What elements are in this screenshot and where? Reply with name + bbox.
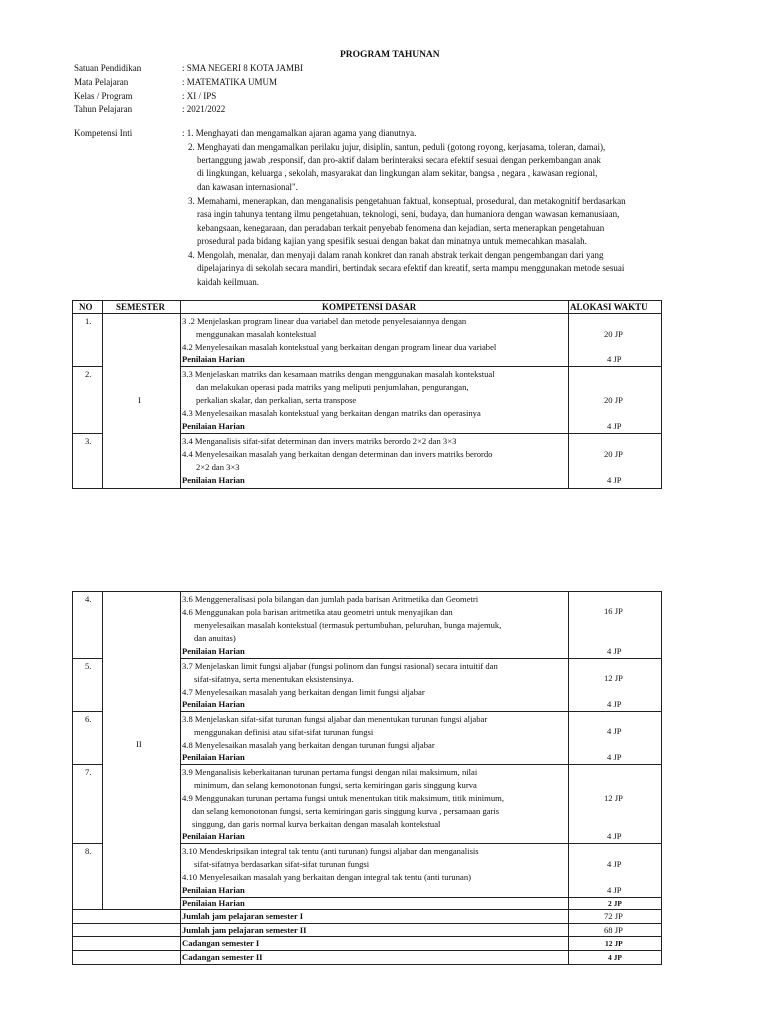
jp-value: 4 JP (607, 646, 622, 656)
kd-line: 3.10 Mendeskripsikan integral tak tentu (anti turunan) fungsi aljabar dan menganalisis (182, 846, 479, 856)
ki-line: kebangsaan, kenegaraan, dan peradaban terkait penyebab fenomena dan kejadian, serta menerapkan pengetahuan (197, 223, 605, 233)
penilaian-harian-label: Penilaian Harian (182, 354, 245, 364)
penilaian-harian-label: Penilaian Harian (182, 475, 245, 485)
summary-label: Jumlah jam pelajaran semester I (182, 911, 304, 921)
ki-line: bertanggung jawab ,responsif, dan pro-aktif dalam berinteraksi secara efektif sesuai dengan perkembangan anak (197, 155, 601, 165)
header-semester: SEMESTER (116, 302, 166, 312)
penilaian-harian-label: Penilaian Harian (182, 831, 245, 841)
kd-line: 4.2 Menyelesaikan masalah kontekstual yang berkaitan dengan program linear dua variabel (182, 342, 497, 352)
row-number: 6. (85, 714, 92, 724)
kd-line: 3.7 Menjelaskan limit fungsi aljabar (fungsi polinom dan fungsi rasional) secara intuitif dan (182, 661, 498, 671)
kd-line: minimum, dan selang kemonotonan fungsi, serta kemiringan garis singgung kurva (194, 780, 477, 790)
jp-value: 2 JP (608, 899, 622, 908)
kd-line: 4.8 Menyelesaikan masalah yang berkaitan dengan turunan fungsi aljabar (182, 740, 435, 750)
ki-line: 2. Menghayati dan mengamalkan perilaku jujur, disiplin, santun, peduli (gotong royong, kerjasama, toleran, damai), (188, 142, 606, 152)
kd-line: 4.3 Menyelesaikan masalah kontekstual yang berkaitan dengan matriks dan operasinya (182, 408, 481, 418)
jp-value: 4 JP (607, 726, 622, 736)
kd-line: dan selang kemonotonan fungsi, serta kemiringan garis singgung kurva , persamaan garis (192, 806, 500, 816)
identity-label: Satuan Pendidikan (74, 63, 142, 73)
identity-label: Tahun Pelajaran (74, 104, 133, 114)
jp-value: 20 JP (604, 449, 623, 459)
kd-line: 4.4 Menyelesaikan masalah yang berkaitan dengan determinan dan invers matriks berordo (182, 449, 493, 459)
summary-jp: 12 JP (605, 939, 623, 948)
kd-line: dan melakukan operasi pada matriks yang meliputi penjumlahan, pengurangan, (196, 382, 469, 392)
summary-label: Cadangan semester I (182, 938, 260, 948)
jp-value: 20 JP (604, 395, 623, 405)
penilaian-harian-label: Penilaian Harian (182, 421, 245, 431)
row-number: 2. (85, 369, 92, 379)
ki-line: 4. Mengolah, menalar, dan menyaji dalam ranah konkret dan ranah abstrak terkait dengan pengembangan dari yang (188, 250, 604, 260)
identity-value: : MATEMATIKA UMUM (182, 77, 278, 87)
identity-value: : SMA NEGERI 8 KOTA JAMBI (182, 63, 304, 73)
jp-value: 4 JP (607, 831, 622, 841)
header-kompetensi-dasar: KOMPETENSI DASAR (322, 302, 417, 312)
header-alokasi-waktu: ALOKASI WAKTU (570, 302, 648, 312)
row-number: 7. (85, 767, 92, 777)
kd-line: 4.9 Menggunakan turunan pertama fungsi untuk menentukan titik maksimum, titik minimum, (182, 793, 504, 803)
jp-value: 4 JP (607, 475, 622, 485)
jp-value: 4 JP (607, 421, 622, 431)
jp-value: 12 JP (604, 673, 623, 683)
kd-line: 3.6 Menggeneralisasi pola bilangan dan jumlah pada barisan Aritmetika dan Geometri (182, 594, 479, 604)
header-no: NO (79, 302, 93, 312)
kd-line: singgung, dan garis normal kurva berkaitan dengan masalah kontekstual (192, 819, 441, 829)
kd-line: dan anuitas) (194, 633, 236, 643)
row-number: 8. (85, 846, 92, 856)
ki-line: dipelajarinya di sekolah secara mandiri, bertindak secara efektif dan kreatif, serta mampu menggunakan metode sesuai (197, 263, 625, 273)
jp-value: 4 JP (607, 752, 622, 762)
row-number: 4. (85, 594, 92, 604)
penilaian-harian-label: Penilaian Harian (182, 752, 245, 762)
ki-line: prosedural pada bidang kajian yang spesifik sesuai dengan bakat dan minatnya untuk memecahkan masalah. (197, 236, 587, 246)
kd-line: sifat-sifatnya, serta menentukan eksistensinya. (194, 674, 354, 684)
kd-line: sifat-sifatnya berdasarkan sifat-sifat turunan fungsi (194, 859, 370, 869)
penilaian-harian-label: Penilaian Harian (182, 898, 245, 908)
ki-line: 3. Memahami, menerapkan, dan menganalisis pengetahuan faktual, konseptual, prosedural, dan metakognitif berdasarkan (188, 196, 626, 206)
ki-line: : 1. Menghayati dan mengamalkan ajaran agama yang dianutnya. (182, 128, 417, 138)
jp-value: 12 JP (604, 793, 623, 803)
jp-value: 4 JP (607, 859, 622, 869)
row-number: 3. (85, 436, 92, 446)
kd-line: 4.6 Menggunakan pola barisan aritmetika atau geometri untuk menyajikan dan (182, 607, 453, 617)
identity-value: : XI / IPS (182, 91, 217, 101)
semester-label: I (138, 395, 141, 405)
kd-line: 2×2 dan 3×3 (196, 462, 240, 472)
identity-label: Kelas / Program (74, 91, 133, 101)
jp-value: 16 JP (604, 606, 623, 616)
kd-line: perkalian skalar, dan perkalian, serta transpose (196, 395, 357, 405)
row-number: 1. (85, 316, 92, 326)
kd-line: 4.7 Menyelesaikan masalah yang berkaitan dengan limit fungsi aljabar (182, 687, 425, 697)
summary-jp: 72 JP (604, 911, 623, 921)
summary-jp: 68 JP (604, 925, 623, 935)
penilaian-harian-label: Penilaian Harian (182, 699, 245, 709)
ki-label: Kompetensi Inti (74, 128, 133, 138)
penilaian-harian-label: Penilaian Harian (182, 885, 245, 895)
kd-line: 3.8 Menjelaskan sifat-sifat turunan fungsi aljabar dan menentukan turunan fungsi aljabar (182, 714, 488, 724)
kd-line: menggunakan definisi atau sifat-sifat turunan fungsi (194, 727, 374, 737)
kd-line: 3 .2 Menjelaskan program linear dua variabel dan metode penyelesaiannya dengan (182, 316, 467, 326)
summary-jp: 4 JP (608, 953, 622, 962)
kd-line: menyelesaikan masalah kontekstual (termasuk pertumbuhan, peluruhan, bunga majemuk, (194, 620, 502, 630)
jp-value: 4 JP (607, 885, 622, 895)
penilaian-harian-label: Penilaian Harian (182, 646, 245, 656)
kd-line: 3.3 Menjelaskan matriks dan kesamaan matriks dengan menggunakan masalah kontekstual (182, 369, 495, 379)
ki-line: kaidah keilmuan. (197, 277, 259, 287)
identity-value: : 2021/2022 (182, 104, 226, 114)
page-title: PROGRAM TAHUNAN (340, 50, 440, 60)
ki-line: rasa ingin tahunya tentang ilmu pengetahuan, teknologi, seni, budaya, dan humaniora dengan wawasan kemanusiaan, (197, 209, 620, 219)
ki-line: dan kawasan internasional". (197, 182, 298, 192)
kd-line: 3.4 Menganalisis sifat-sifat determinan dan invers matriks berordo 2×2 dan 3×3 (182, 436, 457, 446)
identity-label: Mata Pelajaran (74, 77, 129, 87)
jp-value: 4 JP (607, 699, 622, 709)
kd-line: 4.10 Menyelesaikan masalah yang berkaitan dengan integral tak tentu (anti turunan) (182, 872, 471, 882)
ki-line: di lingkungan, keluarga , sekolah, masyarakat dan lingkungan alam sekitar, bangsa , negara , kawasan regional, (197, 168, 598, 178)
kd-line: menggunakan masalah kontekstual (196, 329, 317, 339)
summary-label: Jumlah jam pelajaran semester II (182, 925, 307, 935)
jp-value: 20 JP (604, 329, 623, 339)
semester-label: II (136, 739, 142, 749)
kd-line: 3.9 Menganalisis keberkaitanan turunan pertama fungsi dengan nilai maksimum, nilai (182, 767, 478, 777)
summary-label: Cadangan semester II (182, 952, 263, 962)
row-number: 5. (85, 661, 92, 671)
jp-value: 4 JP (607, 354, 622, 364)
